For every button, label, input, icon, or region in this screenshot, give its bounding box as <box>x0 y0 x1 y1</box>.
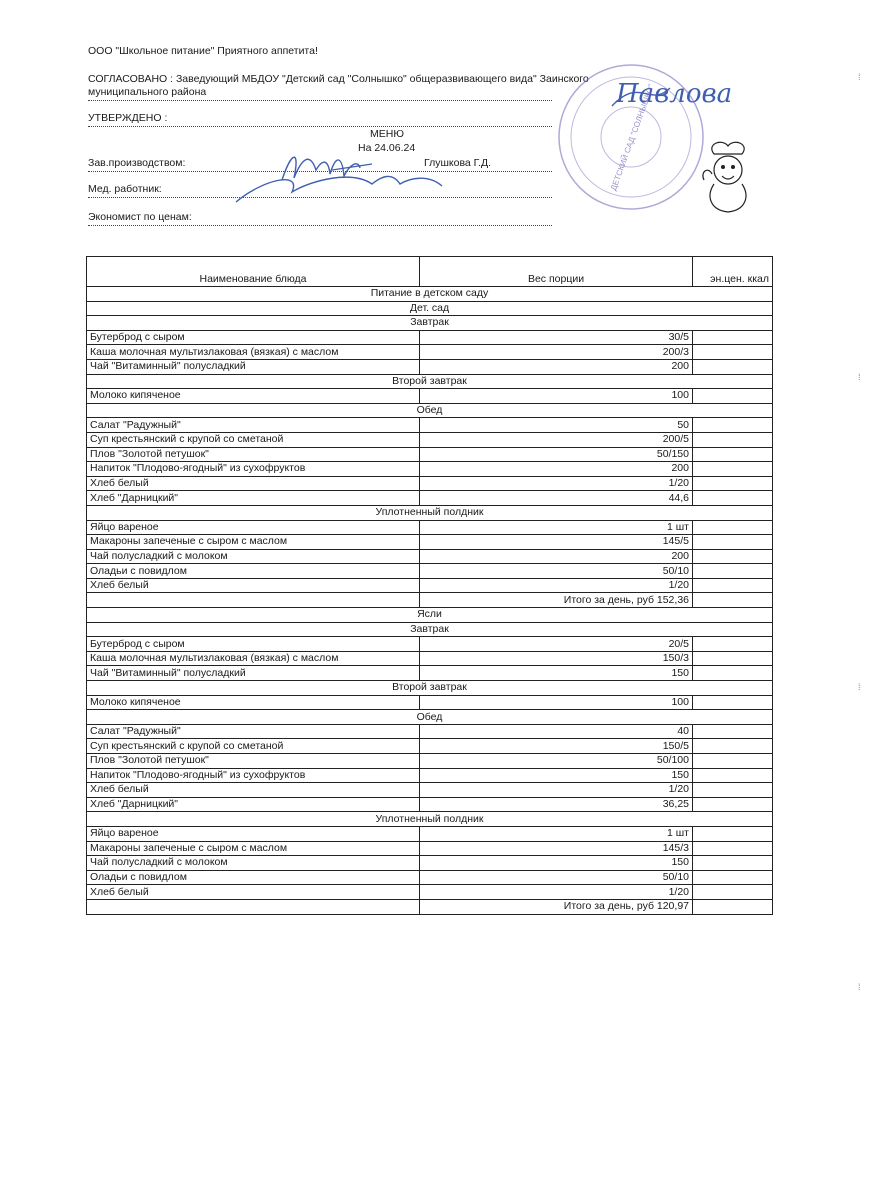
dish-name: Чай "Витаминный" полусладкий <box>87 359 420 374</box>
total-row <box>87 593 773 608</box>
table-row <box>87 462 773 477</box>
dish-name: Бутерброд с сыром <box>87 637 420 652</box>
table-row <box>87 330 773 345</box>
table-row <box>87 695 773 710</box>
section-label: Дет. сад <box>87 301 773 316</box>
energy-cell <box>693 418 773 433</box>
dish-name: Чай полусладкий с молоком <box>87 856 420 871</box>
total-label: Итого за день, руб 120,97 <box>420 899 693 914</box>
menu-table-body <box>87 257 773 915</box>
dish-name: Чай полусладкий с молоком <box>87 549 420 564</box>
energy-cell <box>693 359 773 374</box>
signature-approver-text: Павлова <box>616 79 733 109</box>
portion-weight: 30/5 <box>420 330 693 345</box>
energy-cell <box>693 345 773 360</box>
section-row <box>87 505 773 520</box>
scan-mark: ⁞ <box>858 72 861 82</box>
column-header-weight: Вес порции <box>420 257 693 287</box>
table-row <box>87 418 773 433</box>
section-row <box>87 608 773 623</box>
dish-name: Каша молочная мультизлаковая (вязкая) с маслом <box>87 345 420 360</box>
stamp-seal <box>556 62 706 212</box>
portion-weight: 150 <box>420 768 693 783</box>
total-label: Итого за день, руб 152,36 <box>420 593 693 608</box>
section-label: Второй завтрак <box>87 681 773 696</box>
energy-cell <box>693 491 773 506</box>
section-row <box>87 316 773 331</box>
energy-cell <box>693 593 773 608</box>
dish-name: Макароны запеченые с сыром с маслом <box>87 535 420 550</box>
economist-label: Экономист по ценам: <box>88 211 192 223</box>
portion-weight: 100 <box>420 389 693 404</box>
energy-cell <box>693 549 773 564</box>
portion-weight: 44,6 <box>420 491 693 506</box>
energy-cell <box>693 856 773 871</box>
section-row <box>87 681 773 696</box>
stamp-text: ДЕТСКИЙ САД "СОЛНЫШКО" <box>608 83 656 192</box>
dish-name: Яйцо вареное <box>87 520 420 535</box>
section-row <box>87 374 773 389</box>
portion-weight: 50/10 <box>420 870 693 885</box>
total-empty-cell <box>87 899 420 914</box>
total-empty-cell <box>87 593 420 608</box>
portion-weight: 1/20 <box>420 578 693 593</box>
portion-weight: 20/5 <box>420 637 693 652</box>
energy-cell <box>693 899 773 914</box>
portion-weight: 145/5 <box>420 535 693 550</box>
portion-weight: 50/150 <box>420 447 693 462</box>
column-header-energy: эн.цен. ккал <box>693 257 773 287</box>
portion-weight: 150 <box>420 856 693 871</box>
energy-cell <box>693 564 773 579</box>
portion-weight: 100 <box>420 695 693 710</box>
portion-weight: 1/20 <box>420 783 693 798</box>
dish-name: Напиток "Плодово-ягодный" из сухофруктов <box>87 768 420 783</box>
table-row <box>87 826 773 841</box>
portion-weight: 200/3 <box>420 345 693 360</box>
energy-cell <box>693 651 773 666</box>
confirmed-underline <box>88 126 552 127</box>
portion-weight: 36,25 <box>420 797 693 812</box>
energy-cell <box>693 447 773 462</box>
table-row <box>87 520 773 535</box>
table-row <box>87 345 773 360</box>
table-row <box>87 651 773 666</box>
dish-name: Чай "Витаминный" полусладкий <box>87 666 420 681</box>
portion-weight: 50/100 <box>420 754 693 769</box>
approved-underline <box>88 100 552 101</box>
medic-label: Мед. работник: <box>88 183 162 195</box>
portion-weight: 200 <box>420 359 693 374</box>
dish-name: Суп крестьянский с крупой со сметаной <box>87 432 420 447</box>
dish-name: Хлеб белый <box>87 783 420 798</box>
section-row <box>87 622 773 637</box>
portion-weight: 150 <box>420 666 693 681</box>
energy-cell <box>693 535 773 550</box>
table-row <box>87 637 773 652</box>
section-row <box>87 812 773 827</box>
portion-weight: 200/5 <box>420 432 693 447</box>
energy-cell <box>693 797 773 812</box>
energy-cell <box>693 462 773 477</box>
energy-cell <box>693 666 773 681</box>
portion-weight: 50 <box>420 418 693 433</box>
table-header-row <box>87 257 773 287</box>
energy-cell <box>693 754 773 769</box>
energy-cell <box>693 695 773 710</box>
portion-weight: 150/3 <box>420 651 693 666</box>
portion-weight: 200 <box>420 462 693 477</box>
dish-name: Хлеб белый <box>87 885 420 900</box>
confirmed-label: УТВЕРЖДЕНО : <box>88 112 168 124</box>
energy-cell <box>693 885 773 900</box>
table-row <box>87 885 773 900</box>
economist-underline <box>88 225 552 226</box>
production-label: Зав.производством: <box>88 157 186 169</box>
section-label: Питание в детском саду <box>87 287 773 302</box>
dish-name: Хлеб белый <box>87 476 420 491</box>
table-row <box>87 564 773 579</box>
portion-weight: 1/20 <box>420 476 693 491</box>
table-row <box>87 841 773 856</box>
table-row <box>87 739 773 754</box>
energy-cell <box>693 578 773 593</box>
section-row <box>87 301 773 316</box>
table-row <box>87 359 773 374</box>
dish-name: Плов "Золотой петушок" <box>87 754 420 769</box>
table-row <box>87 783 773 798</box>
section-row <box>87 710 773 725</box>
scan-mark: ⁞ <box>858 682 861 692</box>
portion-weight: 50/10 <box>420 564 693 579</box>
table-row <box>87 578 773 593</box>
dish-name: Хлеб "Дарницкий" <box>87 491 420 506</box>
section-label: Завтрак <box>87 316 773 331</box>
table-row <box>87 754 773 769</box>
energy-cell <box>693 739 773 754</box>
org-name: ООО "Школьное питание" Приятного аппетита! <box>88 45 318 57</box>
table-row <box>87 549 773 564</box>
section-label: Обед <box>87 710 773 725</box>
dish-name: Молоко кипяченое <box>87 389 420 404</box>
energy-cell <box>693 330 773 345</box>
portion-weight: 1 шт <box>420 520 693 535</box>
section-label: Уплотненный полдник <box>87 505 773 520</box>
table-row <box>87 870 773 885</box>
production-name: Глушкова Г.Д. <box>424 157 492 169</box>
portion-weight: 200 <box>420 549 693 564</box>
table-row <box>87 491 773 506</box>
energy-cell <box>693 520 773 535</box>
table-row <box>87 447 773 462</box>
dish-name: Молоко кипяченое <box>87 695 420 710</box>
table-row <box>87 768 773 783</box>
dish-name: Бутерброд с сыром <box>87 330 420 345</box>
dish-name: Оладьи с повидлом <box>87 870 420 885</box>
scan-mark: ⁞ <box>858 372 861 382</box>
scan-mark: ⁞ <box>858 982 861 992</box>
energy-cell <box>693 783 773 798</box>
dish-name: Салат "Радужный" <box>87 724 420 739</box>
menu-title: МЕНЮ <box>370 128 404 140</box>
approved-line-2: муниципального района <box>88 86 207 98</box>
portion-weight: 40 <box>420 724 693 739</box>
section-row <box>87 403 773 418</box>
signature-production <box>232 140 462 210</box>
menu-date: На 24.06.24 <box>358 142 416 154</box>
table-row <box>87 476 773 491</box>
portion-weight: 150/5 <box>420 739 693 754</box>
dish-name: Макароны запеченые с сыром с маслом <box>87 841 420 856</box>
dish-name: Салат "Радужный" <box>87 418 420 433</box>
table-row <box>87 856 773 871</box>
section-label: Завтрак <box>87 622 773 637</box>
energy-cell <box>693 841 773 856</box>
energy-cell <box>693 724 773 739</box>
table-row <box>87 666 773 681</box>
dish-name: Суп крестьянский с крупой со сметаной <box>87 739 420 754</box>
table-row <box>87 724 773 739</box>
energy-cell <box>693 870 773 885</box>
menu-table <box>86 256 773 915</box>
energy-cell <box>693 826 773 841</box>
chef-mascot-icon <box>700 140 756 216</box>
table-row <box>87 389 773 404</box>
energy-cell <box>693 768 773 783</box>
table-row <box>87 535 773 550</box>
table-row <box>87 797 773 812</box>
dish-name: Плов "Золотой петушок" <box>87 447 420 462</box>
section-label: Второй завтрак <box>87 374 773 389</box>
dish-name: Хлеб "Дарницкий" <box>87 797 420 812</box>
dish-name: Оладьи с повидлом <box>87 564 420 579</box>
total-row <box>87 899 773 914</box>
portion-weight: 1 шт <box>420 826 693 841</box>
energy-cell <box>693 637 773 652</box>
dish-name: Хлеб белый <box>87 578 420 593</box>
column-header-dish: Наименование блюда <box>87 257 420 287</box>
section-label: Обед <box>87 403 773 418</box>
section-label: Ясли <box>87 608 773 623</box>
section-row <box>87 287 773 302</box>
section-label: Уплотненный полдник <box>87 812 773 827</box>
portion-weight: 1/20 <box>420 885 693 900</box>
energy-cell <box>693 432 773 447</box>
energy-cell <box>693 389 773 404</box>
dish-name: Напиток "Плодово-ягодный" из сухофруктов <box>87 462 420 477</box>
portion-weight: 145/3 <box>420 841 693 856</box>
dish-name: Каша молочная мультизлаковая (вязкая) с маслом <box>87 651 420 666</box>
table-row <box>87 432 773 447</box>
energy-cell <box>693 476 773 491</box>
approved-line-1: СОГЛАСОВАНО : Заведующий МБДОУ "Детский сад "Солнышко" общеразвивающего вида" Заинского <box>88 73 589 85</box>
dish-name: Яйцо вареное <box>87 826 420 841</box>
